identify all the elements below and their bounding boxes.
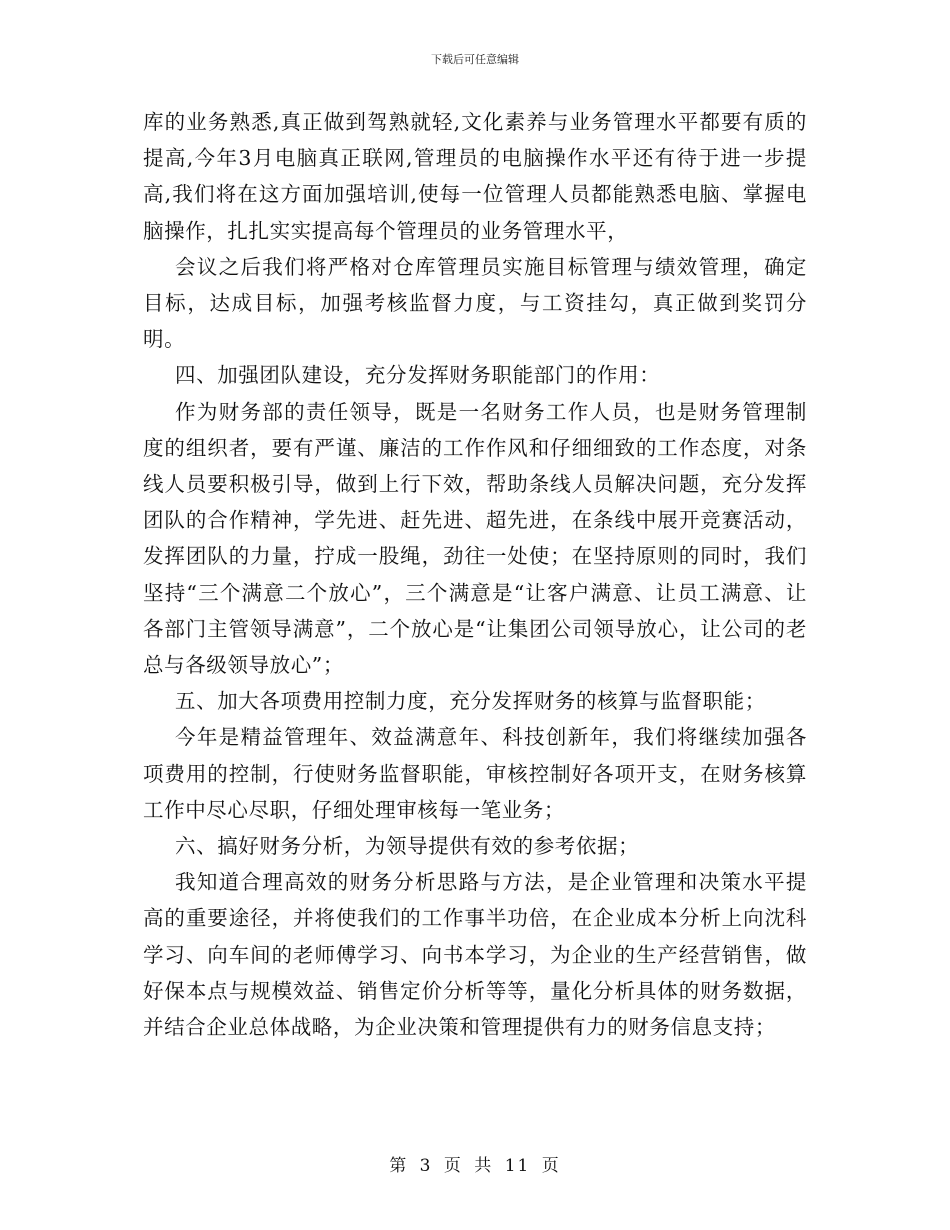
paragraph-1: 库的业务熟悉,真正做到驾熟就轻,文化素养与业务管理水平都要有质的提高,今年3月电脑真正联网,管理员的电脑操作水平还有待于进一步提高,我们将在这方面加强培训,使每一位管理人员都能熟悉电脑、掌握电脑操作，扎扎实实提高每个管理员的业务管理水平， (143, 110, 807, 243)
section-heading-5: 五、加大各项费用控制力度，充分发挥财务的核算与监督职能； (175, 689, 766, 714)
page-footer: 第 3 页 共 11 页 (389, 1156, 561, 1176)
paragraph-4: 今年是精益管理年、效益满意年、科技创新年，我们将继续加强各项费用的控制，行使财务监督职能，审核控制好各项开支，在财务核算工作中尽心尽职，仔细处理审核每一笔业务； (143, 725, 807, 822)
section-heading-6: 六、搞好财务分析，为领导提供有效的参考依据； (175, 834, 640, 859)
paragraph-3: 作为财务部的责任领导，既是一名财务工作人员，也是财务管理制度的组织者，要有严谨、廉洁的工作作风和仔细细致的工作态度，对条线人员要积极引导，做到上行下效，帮助条线人员解决问题，充分发挥团队的合作精神，学先进、赶先进、超先进，在条线中展开竞赛活动，发挥团队的力量，拧成一股绳，劲往一处使；在坚持原则的同时，我们坚持“三个满意二个放心”，三个满意是“让客户满意、让员工满意、让各部门主管领导满意”，二个放心是“让集团公司领导放心，让公司的老总与各级领导放心”； (143, 399, 807, 678)
page-header: 下载后可任意编辑 (431, 53, 519, 66)
section-heading-4: 四、加强团队建设，充分发挥财务职能部门的作用： (175, 363, 661, 388)
paragraph-2: 会议之后我们将严格对仓库管理员实施目标管理与绩效管理，确定目标，达成目标，加强考核监督力度，与工资挂勾，真正做到奖罚分明。 (143, 254, 807, 352)
document-body (143, 104, 807, 1045)
paragraph-5: 我知道合理高效的财务分析思路与方法，是企业管理和决策水平提高的重要途径，并将使我们的工作事半功倍，在企业成本分析上向沈科学习、向车间的老师傅学习、向书本学习，为企业的生产经营销售，做好保本点与规模效益、销售定价分析等等，量化分析具体的财务数据，并结合企业总体战略，为企业决策和管理提供有力的财务信息支持； (143, 870, 807, 1040)
